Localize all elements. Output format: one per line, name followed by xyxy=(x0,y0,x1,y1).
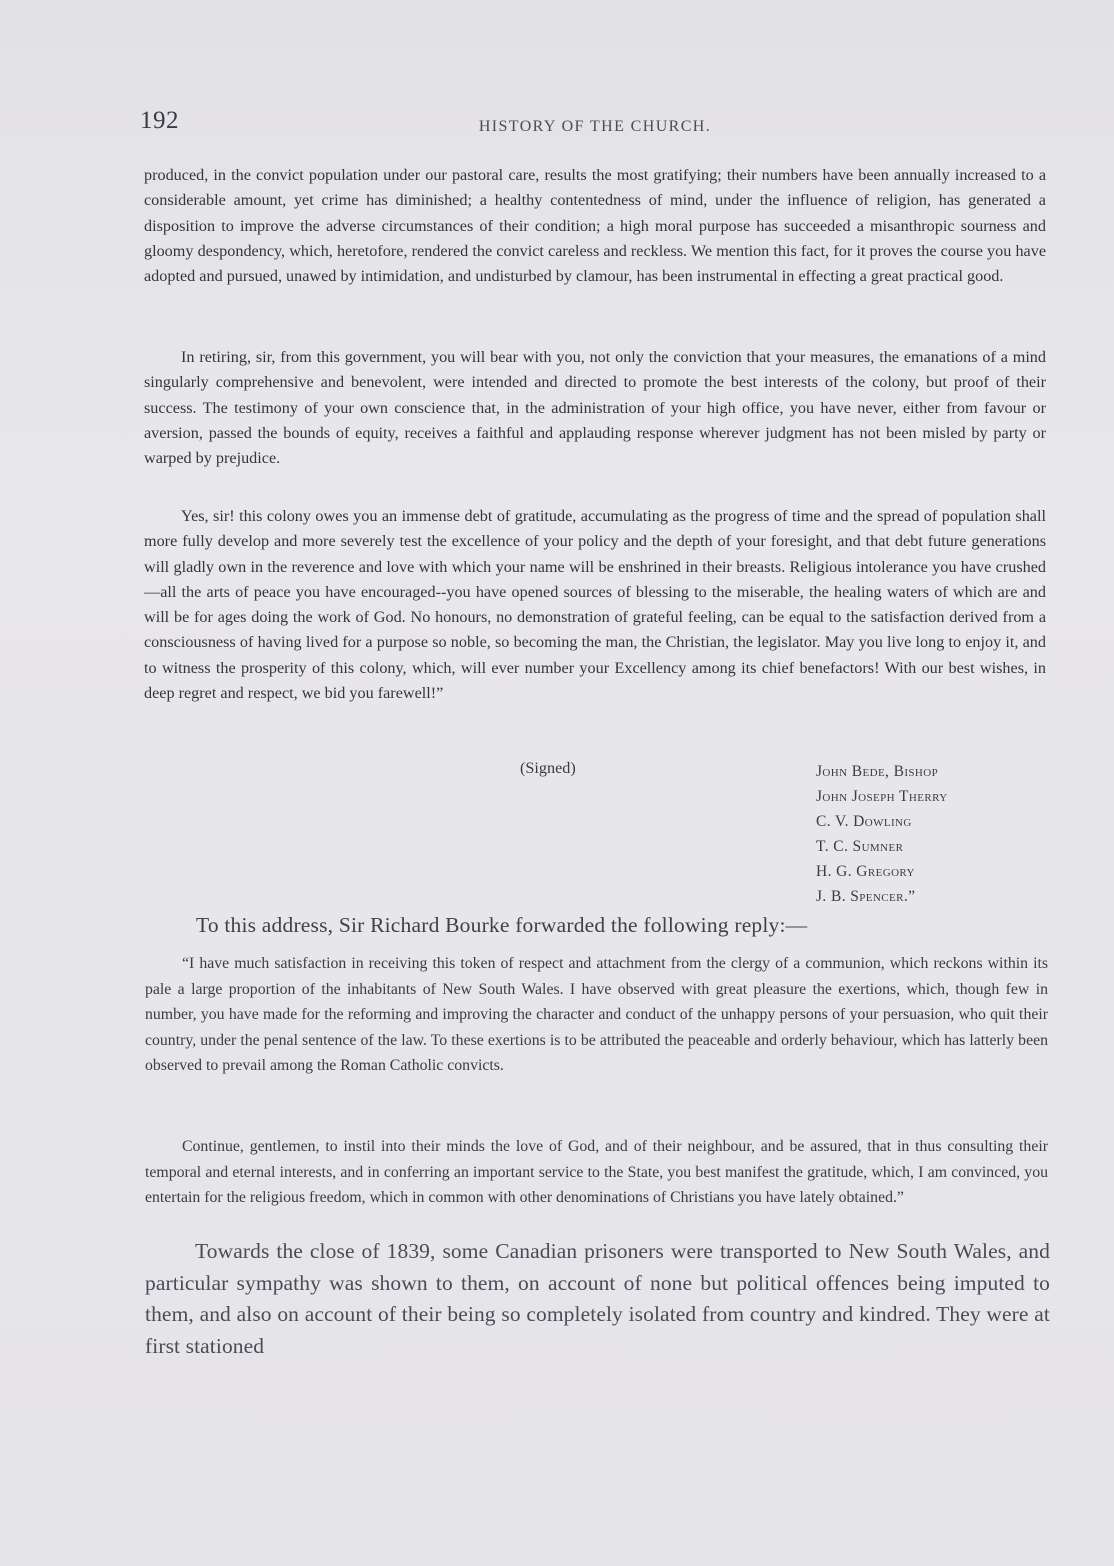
signatory: J. B. Spencer.” xyxy=(816,888,916,905)
narrative-paragraph: Towards the close of 1839, some Canadian prisoners were transported to New South Wales, and particular sympathy was shown to them, on account of none but political offences being imputed to them, and also on account of their being so completely isolated from country and kindred. They were at first stationed xyxy=(145,1239,1050,1358)
address-paragraph-1: produced, in the convict population under our pastoral care, results the most gratifying; their numbers have been annually increased to a considerable amount, yet crime has diminished; a healthy contentedness of mind, under the influence of religion, has generated a disposition to improve the adverse circumstances of their condition; a high moral purpose has succeeded a misanthropic sourness and gloomy despondency, which, heretofore, rendered the convict careless and reckless. We mention this fact, for it proves the course you have adopted and pursued, unawed by intimidation, and undisturbed by clamour, has been instrumental in effecting a great practical good. xyxy=(144,166,1046,286)
signatory: H. G. Gregory xyxy=(816,863,915,880)
reply-introduction: To this address, Sir Richard Bourke forwarded the following reply:— xyxy=(196,913,808,937)
signatory: T. C. Sumner xyxy=(816,838,904,855)
address-paragraph-2: In retiring, sir, from this government, you will bear with you, not only the conviction that your measures, the emanations of a mind singularly comprehensive and benevolent, were intended and directed to promote the best interests of the colony, but proof of their success. The testimony of your own conscience that, in the administration of your high office, you have never, either from favour or aversion, passed the bounds of equity, receives a faithful and applauding response wherever judgment has not been misled by party or warped by prejudice. xyxy=(144,348,1046,468)
signatory-list xyxy=(816,759,948,909)
address-paragraph-3: Yes, sir! this colony owes you an immense debt of gratitude, accumulating as the progress of time and the spread of population shall more fully develop and more severely test the excellence of your policy and the depth of your foresight, and that debt future generations will gladly own in the reverence and love with which your name will be enshrined in their breasts. Religious intolerance you have crushed—all the arts of peace you have encouraged--you have opened sources of blessing to the miserable, the healing waters of which are and will be for ages doing the work of God. No honours, no demonstration of grateful feeling, can be equal to the satisfaction derived from a consciousness of having lived for a purpose so noble, so becoming the man, the Christian, the legislator. May you live long to enjoy it, and to witness the prosperity of this colony, which, will ever number your Excellency among its chief benefactors! With our best wishes, in deep regret and respect, we bid you farewell!” xyxy=(144,507,1046,703)
signatory: John Bede, Bishop xyxy=(816,763,939,780)
signatory: John Joseph Therry xyxy=(816,788,948,805)
reply-paragraph-1: “I have much satisfaction in receiving this token of respect and attachment from the clergy of a communion, which reckons within its pale a large proportion of the inhabitants of New South Wales. I have observed with great pleasure the exertions, which, though few in number, you have made for the reforming and improving the character and conduct of the unhappy persons of your persuasion, who quit their country, under the penal sentence of the law. To these exertions is to be attributed the peaceable and orderly behaviour, which has latterly been observed to prevail among the Roman Catholic convicts. xyxy=(145,955,1048,1074)
signed-label: (Signed) xyxy=(520,759,576,777)
running-title: HISTORY OF THE CHURCH. xyxy=(478,118,712,135)
reply-paragraph-2: Continue, gentlemen, to instil into their minds the love of God, and of their neighbour, and be assured, that in thus consulting their temporal and eternal interests, and in conferring an important service to the State, you best manifest the gratitude, which, I am convinced, you entertain for the religious freedom, which in common with other denominations of Christians you have lately obtained.” xyxy=(145,1138,1048,1206)
signatory: C. V. Dowling xyxy=(816,813,912,830)
page-number: 192 xyxy=(140,107,179,134)
